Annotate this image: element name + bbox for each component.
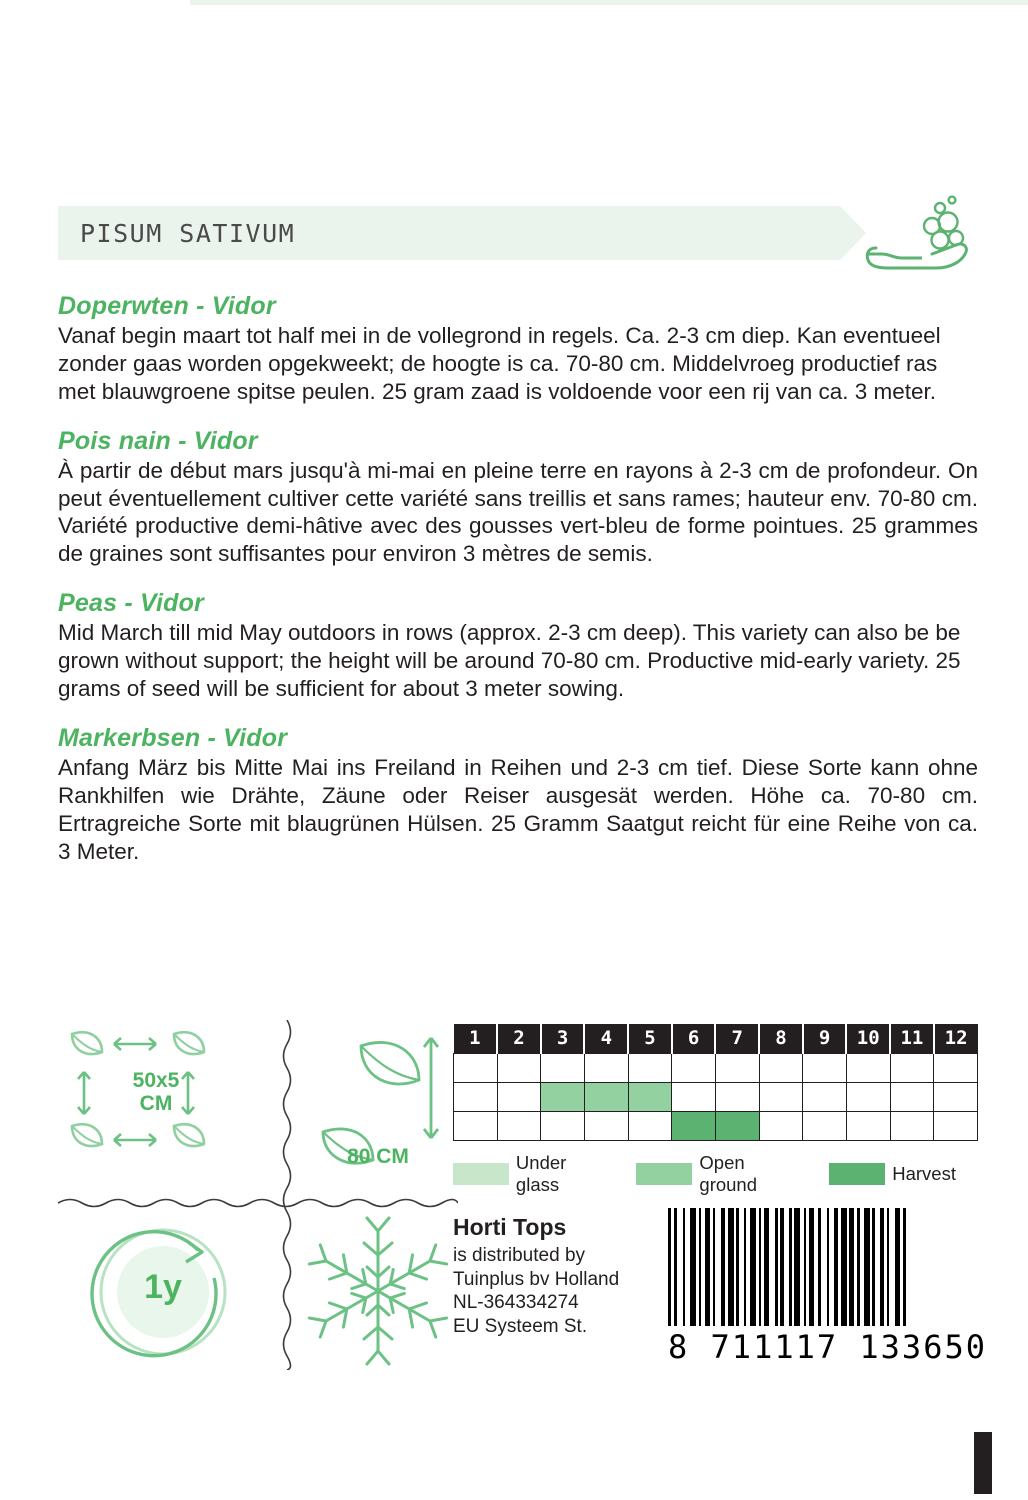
barcode <box>668 1208 987 1366</box>
section-en-heading: Peas - Vidor <box>58 589 204 618</box>
calendar-cell <box>628 1111 672 1140</box>
legend-swatch-open-ground <box>636 1163 692 1185</box>
calendar-cell <box>890 1082 934 1111</box>
month-header: 7 <box>715 1024 759 1053</box>
month-header: 1 <box>454 1024 498 1053</box>
legend-item-under-glass <box>453 1152 614 1196</box>
calendar-cell <box>672 1053 716 1082</box>
calendar-cell-active <box>628 1082 672 1111</box>
month-header: 10 <box>846 1024 890 1053</box>
calendar-cell <box>628 1053 672 1082</box>
calendar-table <box>453 1024 978 1141</box>
month-header: 5 <box>628 1024 672 1053</box>
month-header: 3 <box>541 1024 585 1053</box>
plant-spacing-value: 50x5 <box>132 1069 180 1092</box>
section-nl-body: Vanaf begin maart tot half mei in de vollegrond in regels. Ca. 2-3 cm diep. Kan eventueel zonder gaas worden opgekweekt; de hoogte is ca. 70-80 cm. Middelvroeg productief ras met blauwgroene spitse peulen. 25 gram zaad is voldoende voor een rij van ca. 3 meter. <box>58 323 941 404</box>
calendar-row-harvest <box>454 1111 978 1140</box>
calendar-cell <box>759 1111 803 1140</box>
calendar-cell-active <box>715 1111 759 1140</box>
plant-height-label: 80 CM <box>347 1145 409 1168</box>
eu-system-label: EU Systeem St. <box>453 1316 588 1337</box>
plant-spacing-unit: CM <box>139 1091 173 1115</box>
calendar-cell <box>715 1082 759 1111</box>
calendar-cell <box>454 1053 498 1082</box>
calendar-cell <box>672 1082 716 1111</box>
calendar-body <box>454 1053 978 1140</box>
section-nl-heading: Doperwten - Vidor <box>58 292 276 320</box>
distributor-name: Tuinplus bv Holland <box>453 1268 620 1290</box>
calendar-cell <box>715 1053 759 1082</box>
calendar-cell <box>803 1082 847 1111</box>
calendar-cell <box>846 1111 890 1140</box>
description-blocks <box>58 292 978 886</box>
month-header: 8 <box>759 1024 803 1053</box>
section-fr-heading: Pois nain - Vidor <box>58 426 258 455</box>
calendar-cell <box>454 1082 498 1111</box>
calendar-cell <box>541 1111 585 1140</box>
distributor-info <box>453 1213 663 1339</box>
section-de-heading: Markerbsen - Vidor <box>58 723 288 752</box>
month-header: 9 <box>803 1024 847 1053</box>
plant-spacing-label <box>108 1070 204 1115</box>
calendar-cell <box>803 1111 847 1140</box>
plant-height-icon <box>303 1020 453 1178</box>
calendar-cell <box>846 1082 890 1111</box>
section-en <box>58 589 978 703</box>
legend-label-open-ground: Open ground <box>699 1151 758 1195</box>
snowflake-icon <box>303 1216 453 1366</box>
calendar-cell <box>934 1082 978 1111</box>
calendar-cell-active <box>584 1082 628 1111</box>
sowing-calendar <box>453 1024 978 1196</box>
month-header: 6 <box>672 1024 716 1053</box>
month-header: 4 <box>584 1024 628 1053</box>
calendar-cell <box>497 1082 541 1111</box>
month-header: 12 <box>934 1024 978 1053</box>
month-header: 2 <box>497 1024 541 1053</box>
plant-spacing-icon <box>58 1020 248 1178</box>
calendar-cell <box>846 1053 890 1082</box>
legend-label-under-glass: Under glass <box>515 1151 567 1195</box>
month-header: 11 <box>890 1024 934 1053</box>
calendar-header-row <box>454 1024 978 1053</box>
annual-cycle-icon <box>68 1216 258 1366</box>
calendar-cell <box>497 1111 541 1140</box>
section-en-body: Mid March till mid May outdoors in rows (approx. 2-3 cm deep). This variety can also be be grown without support; the height will be around 70-80 cm. Productive mid-early variety. 25 grams of seed will be sufficient for about 3 meter sowing. <box>58 620 961 702</box>
calendar-cell-active <box>541 1082 585 1111</box>
separator-horizontal <box>58 1196 458 1210</box>
calendar-cell <box>454 1111 498 1140</box>
legend-swatch-under-glass <box>453 1163 509 1185</box>
calendar-cell <box>934 1053 978 1082</box>
legend-item-harvest <box>829 1163 956 1185</box>
calendar-cell <box>759 1053 803 1082</box>
hand-with-seeds-icon <box>862 192 972 282</box>
distributed-by-label: is distributed by <box>453 1244 586 1266</box>
separator-vertical <box>280 1020 294 1370</box>
barcode-number: 8 711117 133650 <box>668 1328 987 1366</box>
section-nl <box>58 292 978 406</box>
calendar-row-open-ground <box>454 1082 978 1111</box>
calendar-cell <box>803 1053 847 1082</box>
section-de <box>58 724 978 866</box>
calendar-cell <box>497 1053 541 1082</box>
latin-name-band <box>58 206 840 260</box>
calendar-legend <box>453 1152 978 1196</box>
calendar-cell <box>890 1111 934 1140</box>
barcode-bars <box>668 1208 978 1326</box>
calendar-cell <box>934 1111 978 1140</box>
calendar-cell-active <box>672 1111 716 1140</box>
section-fr-body: À partir de début mars jusqu'à mi-mai en pleine terre en rayons à 2-3 cm de profondeur. On peut éventuellement cultiver cette variété sans treillis et sans rames; hauteur env. 70-80 cm. Variété productive demi-hâtive avec des gousses vert-bleu de forme pointues. 25 grammes de graines sont suffisantes pour environ 3 mètres de semis. <box>58 457 978 567</box>
brand-name: Horti Tops <box>453 1214 567 1240</box>
lifespan-label: 1y <box>144 1268 182 1306</box>
legend-item-open-ground <box>636 1152 807 1196</box>
section-de-body: Anfang März bis Mitte Mai ins Freiland in Reihen und 2-3 cm tief. Diese Sorte kann ohne Rankhilfen wie Drähte, Zäune oder Reiser ausgesät werden. Höhe ca. 70-80 cm. Ertragreiche Sorte mit blaugrünen Hülsen. 25 Gramm Saatgut reicht für eine Reihe von ca. 3 Meter. <box>58 754 978 864</box>
section-fr <box>58 427 978 569</box>
print-registration-mark <box>974 1432 992 1494</box>
top-divider <box>190 0 1028 5</box>
calendar-cell <box>584 1111 628 1140</box>
calendar-cell <box>759 1082 803 1111</box>
calendar-cell <box>541 1053 585 1082</box>
calendar-cell <box>584 1053 628 1082</box>
latin-name: PISUM SATIVUM <box>80 218 296 248</box>
calendar-row-under-glass <box>454 1053 978 1082</box>
registration-number: NL-364334274 <box>453 1292 579 1314</box>
legend-swatch-harvest <box>829 1163 885 1185</box>
legend-label-harvest: Harvest <box>892 1162 956 1184</box>
calendar-cell <box>890 1053 934 1082</box>
